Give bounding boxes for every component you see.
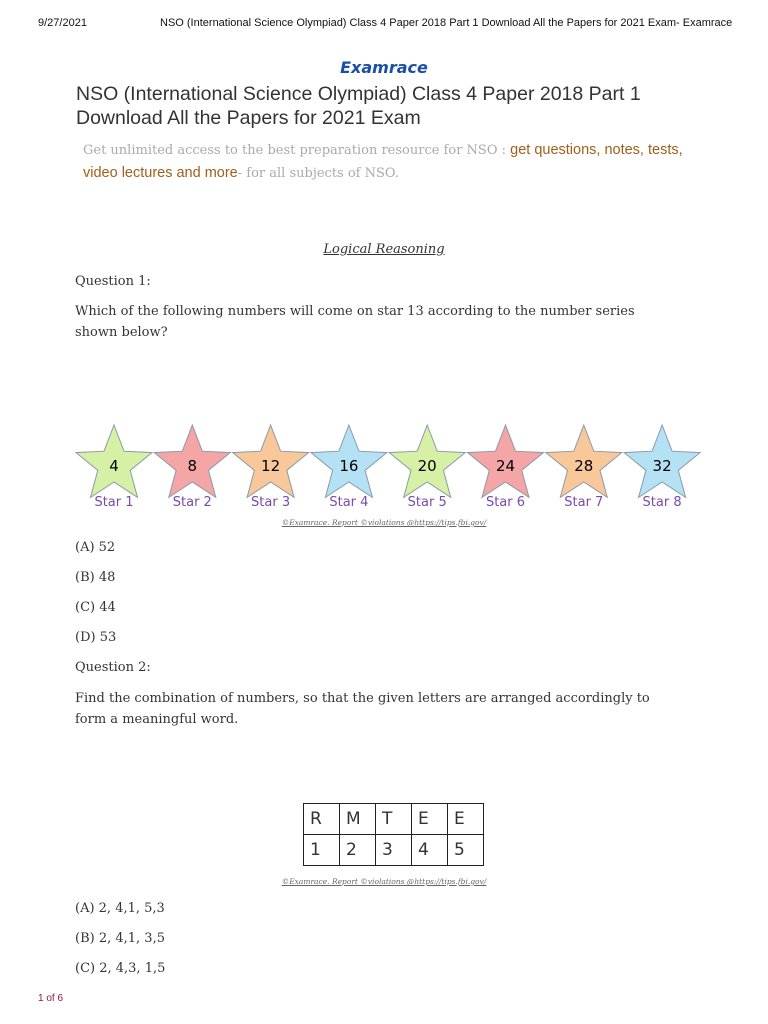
letter-number-table	[303, 803, 484, 866]
question-1-text: Which of the following numbers will come on star 13 according to the number series shown below?	[75, 304, 635, 340]
number-cell: 1	[304, 835, 340, 866]
q2-option-a: (A) 2, 4,1, 5,3	[75, 901, 165, 916]
star-label: Star 6	[485, 495, 526, 510]
number-cell: 3	[376, 835, 412, 866]
promo-before: Get unlimited access to the best preparation resource for NSO :	[83, 143, 511, 158]
star-number: 24	[495, 457, 516, 475]
star-label: Star 1	[94, 495, 134, 510]
star-number: 4	[109, 457, 119, 475]
letter-cell: E	[412, 804, 448, 835]
q1-option-c: (C) 44	[75, 600, 116, 615]
page-title: NSO (International Science Olympiad) Class 4 Paper 2018 Part 1 Download All the Papers for 2021 Exam	[76, 83, 641, 129]
copyright-notice-2: ©Examrace. Report ©violations @https://tips.fbi.gov/	[281, 877, 487, 886]
promo-after: - for all subjects of NSO.	[237, 166, 399, 181]
star-number: 12	[261, 457, 281, 475]
star-number: 32	[652, 457, 672, 475]
promo-text	[83, 139, 683, 185]
copyright-notice: ©Examrace. Report ©violations @https://tips.fbi.gov/	[281, 518, 487, 527]
number-cell: 2	[340, 835, 376, 866]
star-number: 20	[417, 457, 437, 475]
star-label: Star 7	[564, 495, 604, 510]
number-cell: 5	[448, 835, 484, 866]
letter-cell: M	[340, 804, 376, 835]
star-label: Star 8	[642, 495, 682, 510]
q2-option-b: (B) 2, 4,1, 3,5	[75, 931, 165, 946]
numbers-row	[304, 835, 484, 866]
letter-cell: E	[448, 804, 484, 835]
print-title: NSO (International Science Olympiad) Class 4 Paper 2018 Part 1 Download All the Papers for 2021 Exam- Examrace	[160, 17, 733, 29]
star-label: Star 3	[251, 495, 291, 510]
q1-option-d: (D) 53	[75, 630, 117, 645]
star-number: 28	[574, 457, 594, 475]
star-number: 16	[339, 457, 359, 475]
q1-option-a: (A) 52	[75, 540, 116, 555]
page-counter: 1 of 6	[38, 993, 64, 1004]
q1-option-b: (B) 48	[75, 570, 116, 585]
promo-link[interactable]: get questions, notes, tests, video lectures and more	[83, 142, 683, 181]
letter-cell: T	[376, 804, 412, 835]
question-2-label: Question 2:	[75, 660, 151, 675]
number-cell: 4	[412, 835, 448, 866]
star-series-figure	[0, 420, 768, 515]
question-2-text: Find the combination of numbers, so that the given letters are arranged accordingly to form a meaningful word.	[75, 691, 650, 727]
print-date: 9/27/2021	[38, 17, 87, 29]
letter-cell: R	[304, 804, 340, 835]
brand-logo[interactable]: Examrace	[340, 58, 428, 77]
star-label: Star 2	[172, 495, 212, 510]
star-label: Star 4	[329, 495, 369, 510]
letters-row	[304, 804, 484, 835]
q2-option-c: (C) 2, 4,3, 1,5	[75, 961, 166, 976]
star-number: 8	[187, 457, 198, 475]
question-1-label: Question 1:	[75, 274, 151, 289]
section-heading: Logical Reasoning	[323, 242, 445, 257]
star-label: Star 5	[407, 495, 447, 510]
